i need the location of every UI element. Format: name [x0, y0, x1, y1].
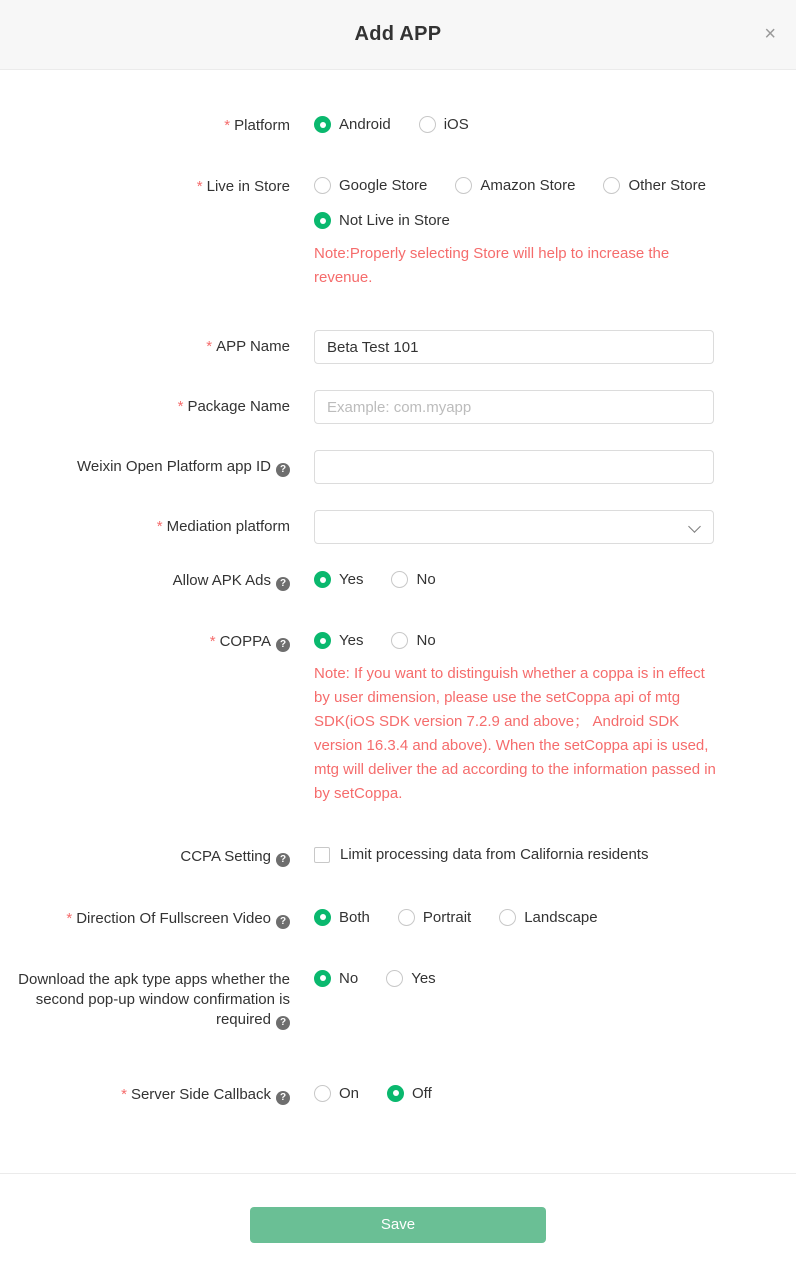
platform-row — [0, 115, 796, 136]
label-text: Direction Of Fullscreen Video — [76, 909, 271, 927]
radio-both[interactable] — [314, 908, 370, 927]
radio-label: Both — [339, 908, 370, 926]
weixin-app-id-row — [0, 450, 796, 484]
app-name-control — [314, 330, 796, 364]
help-icon[interactable]: ? — [276, 577, 290, 591]
radio-icon — [314, 970, 331, 987]
app-name-input[interactable] — [314, 330, 714, 364]
allow-apk-ads-row — [0, 570, 796, 591]
label-text: Platform — [234, 117, 290, 134]
radio-other-store[interactable] — [603, 176, 706, 195]
mediation-select[interactable] — [314, 510, 714, 544]
radio-icon — [419, 116, 436, 133]
allow-apk-ads-label — [0, 570, 314, 591]
checkbox-icon — [314, 847, 330, 863]
help-icon[interactable]: ? — [276, 915, 290, 929]
radio-landscape[interactable] — [499, 908, 597, 927]
radio-label: iOS — [443, 116, 469, 133]
help-icon[interactable]: ? — [276, 1016, 290, 1030]
help-icon[interactable]: ? — [276, 638, 290, 652]
radio-android[interactable] — [314, 115, 391, 134]
direction-radio-group — [314, 908, 796, 927]
coppa-row — [0, 631, 796, 806]
modal-header — [0, 0, 796, 70]
radio-portrait[interactable] — [398, 908, 471, 927]
save-button[interactable]: Save — [250, 1207, 546, 1243]
required-asterisk: * — [177, 398, 184, 415]
radio-icon — [455, 177, 472, 194]
store-note: Note:Properly selecting Store will help to increase the revenue. — [314, 245, 670, 286]
coppa-label — [0, 631, 314, 652]
modal-footer — [0, 1173, 796, 1271]
radio-label: Landscape — [524, 908, 598, 926]
radio-apk-no[interactable] — [391, 570, 435, 589]
coppa-note: Note: If you want to distinguish whether a coppa is in effect by user dimension, please use the setCoppa api of mtg SDK(iOS SDK version 7.2.9 and above； Android SDK version 16.3.4 and above). When the setCoppa api is used, mtg will deliver the ad according to the information passed in by setCoppa. — [314, 665, 716, 802]
server-callback-row — [0, 1084, 796, 1105]
radio-label: Portrait — [422, 908, 472, 926]
store-radio-group-row2 — [314, 211, 796, 230]
platform-label — [0, 115, 314, 136]
live-in-store-label — [0, 176, 314, 197]
radio-apk-yes[interactable] — [314, 570, 363, 589]
radio-icon — [314, 177, 331, 194]
required-asterisk: * — [121, 1085, 127, 1103]
ccpa-checkbox[interactable] — [314, 846, 648, 863]
radio-icon — [499, 909, 516, 926]
store-radio-group-row1 — [314, 176, 796, 195]
download-confirm-label — [0, 969, 314, 1030]
radio-icon — [314, 1085, 331, 1102]
radio-not-live-in-store[interactable] — [314, 211, 450, 230]
package-name-label — [0, 390, 314, 424]
required-asterisk: * — [156, 518, 163, 535]
radio-google-store[interactable] — [314, 176, 427, 195]
add-app-form — [0, 70, 796, 1105]
radio-coppa-yes[interactable] — [314, 631, 363, 650]
radio-coppa-no[interactable] — [391, 631, 435, 650]
coppa-controls — [314, 631, 796, 806]
radio-icon — [391, 571, 408, 588]
radio-label: On — [339, 1084, 360, 1102]
platform-radio-group — [314, 115, 796, 134]
mediation-control — [314, 510, 796, 544]
radio-label: Yes — [339, 632, 364, 649]
app-name-label — [0, 330, 314, 364]
weixin-app-id-label — [0, 450, 314, 484]
radio-download-yes[interactable] — [386, 969, 435, 988]
label-text: Live in Store — [206, 178, 290, 195]
weixin-app-id-control — [314, 450, 796, 484]
label-text: Allow APK Ads — [172, 572, 271, 589]
live-in-store-controls — [314, 176, 796, 290]
required-asterisk: * — [196, 178, 203, 195]
required-asterisk: * — [206, 338, 213, 355]
label-text: Mediation platform — [166, 518, 290, 535]
download-confirm-row — [0, 969, 796, 1030]
label-text: Weixin Open Platform app ID — [77, 458, 271, 475]
radio-icon — [314, 909, 331, 926]
package-name-control — [314, 390, 796, 424]
help-icon[interactable]: ? — [276, 853, 290, 867]
mediation-row — [0, 510, 796, 544]
server-callback-label — [0, 1084, 314, 1105]
label-text: COPPA — [219, 633, 271, 650]
direction-label — [0, 908, 314, 929]
label-text: APP Name — [216, 338, 290, 355]
radio-label: Other Store — [628, 177, 706, 194]
label-text: Package Name — [187, 398, 290, 415]
label-text: CCPA Setting — [180, 848, 271, 865]
close-icon[interactable]: × — [764, 23, 776, 45]
radio-icon — [398, 909, 415, 926]
radio-label: Yes — [339, 571, 364, 588]
weixin-app-id-input[interactable] — [314, 450, 714, 484]
mediation-label — [0, 510, 314, 544]
radio-icon — [603, 177, 620, 194]
checkbox-label: Limit processing data from California residents — [340, 846, 649, 863]
radio-label: Amazon Store — [480, 177, 576, 194]
live-in-store-row — [0, 176, 796, 290]
allow-apk-radio-group — [314, 570, 796, 589]
server-callback-radio-group — [314, 1084, 796, 1103]
help-icon[interactable]: ? — [276, 463, 290, 477]
label-text: Server Side Callback — [130, 1085, 271, 1103]
ccpa-control — [314, 846, 796, 868]
radio-icon — [391, 632, 408, 649]
radio-label: Google Store — [339, 177, 428, 194]
radio-label: No — [339, 969, 359, 987]
app-name-row — [0, 330, 796, 364]
ccpa-row — [0, 846, 796, 868]
modal-title: Add APP — [354, 23, 442, 45]
coppa-radio-group — [314, 631, 796, 650]
radio-label: No — [416, 571, 436, 588]
download-confirm-radio-group — [314, 969, 796, 988]
required-asterisk: * — [209, 633, 216, 650]
radio-ios[interactable] — [419, 115, 469, 134]
radio-callback-off[interactable] — [387, 1084, 432, 1103]
radio-label: Android — [339, 116, 391, 133]
radio-callback-on[interactable] — [314, 1084, 359, 1103]
direction-row — [0, 908, 796, 929]
radio-label: Yes — [411, 969, 436, 987]
radio-label: Off — [412, 1084, 432, 1102]
radio-download-no[interactable] — [314, 969, 358, 988]
radio-icon — [314, 212, 331, 229]
package-name-row — [0, 390, 796, 424]
required-asterisk: * — [66, 909, 73, 927]
radio-icon — [386, 970, 403, 987]
radio-icon — [314, 116, 331, 133]
radio-amazon-store[interactable] — [455, 176, 575, 195]
radio-label: No — [416, 632, 436, 649]
chevron-down-icon — [688, 520, 701, 533]
package-name-input[interactable] — [314, 390, 714, 424]
help-icon[interactable]: ? — [276, 1091, 290, 1105]
radio-icon — [314, 632, 331, 649]
radio-label: Not Live in Store — [339, 212, 450, 229]
ccpa-label — [0, 846, 314, 867]
radio-icon — [314, 571, 331, 588]
radio-icon — [387, 1085, 404, 1102]
required-asterisk: * — [224, 117, 231, 134]
label-text: Download the apk type apps whether the second pop-up window confirmation is required — [18, 970, 290, 1028]
